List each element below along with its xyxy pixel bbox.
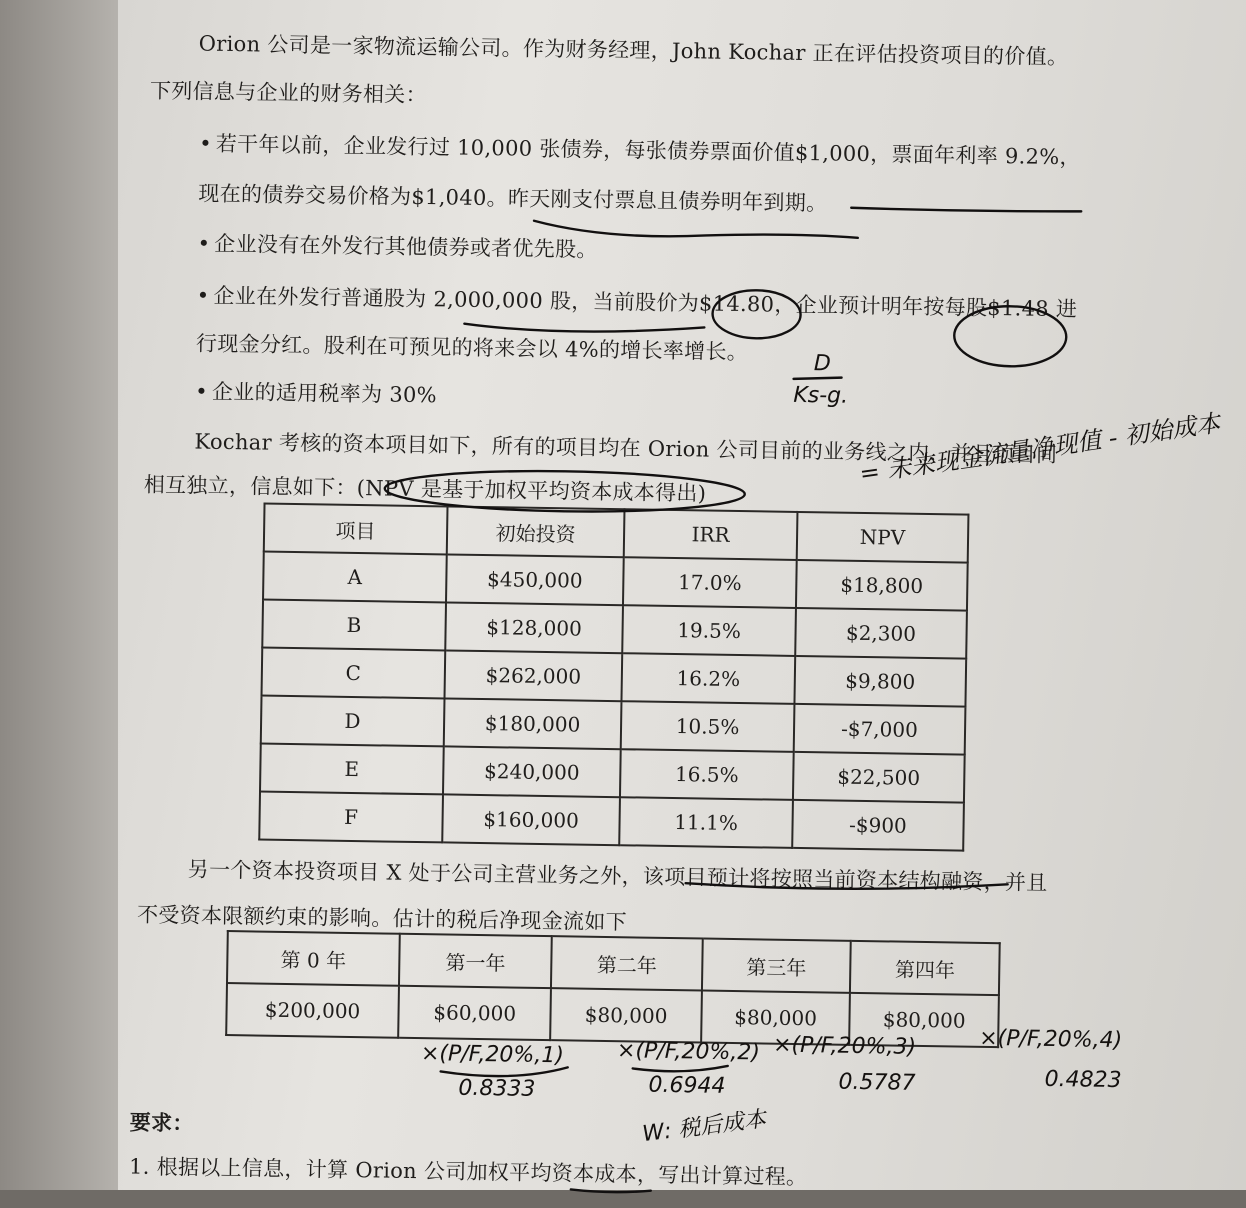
- cell-npv: $2,300: [795, 608, 967, 659]
- handwritten-pf-1-value: 0.8333: [458, 1075, 536, 1102]
- handwritten-npv-note: = 未来现金流量净现值 - 初始成本: [857, 409, 1222, 488]
- cell-project: C: [262, 648, 446, 699]
- cell-irr: 11.1%: [619, 797, 792, 848]
- cell-npv: $22,500: [793, 752, 965, 803]
- handwritten-pf-4-value: 0.4823: [1044, 1066, 1122, 1094]
- intro-line-1: Orion 公司是一家物流运输公司。作为财务经理，John Kochar 正在评估投资项目的价值。: [198, 31, 1069, 70]
- kochar-line-2: 相互独立，信息如下：(NPV 是基于加权平均资本成本得出): [143, 472, 707, 506]
- cell-irr: 17.0%: [623, 557, 796, 608]
- handwritten-dividend-numerator: D: [813, 351, 831, 377]
- fraction-bar: [794, 377, 842, 380]
- requirement-1: 1. 根据以上信息，计算 Orion 公司加权平均资本成本，写出计算过程。: [128, 1154, 808, 1190]
- cell-investment: $262,000: [444, 650, 622, 701]
- handwritten-pf-3-value: 0.5787: [838, 1069, 916, 1096]
- cell-project: F: [259, 792, 443, 843]
- header-initial-investment: 初始投资: [447, 506, 625, 557]
- kochar-line-1: Kochar 考核的资本项目如下，所有的项目均在 Orion 公司目前的业务线之内，并且项目间: [194, 429, 1058, 468]
- bullet-common-stock-line-1: • 企业在外发行普通股为 2,000,000 股，当前股价为$14.80，企业预计明年按每股$1.48 进: [197, 279, 1078, 323]
- handwritten-pf-4: ×(P/F,20%,4): [979, 1025, 1123, 1054]
- requirements-heading: 要求：: [129, 1109, 194, 1136]
- underline-bond-maturity: [534, 221, 858, 240]
- header-year-3: 第三年: [702, 939, 851, 993]
- cell-irr: 16.5%: [620, 749, 793, 800]
- header-npv: NPV: [796, 512, 968, 563]
- cashflow-year-4: $80,000: [849, 993, 998, 1047]
- circle-npv-basis: [384, 468, 745, 514]
- cashflow-year-2: $80,000: [550, 988, 701, 1042]
- cell-project: B: [262, 600, 446, 651]
- cell-npv: $18,800: [796, 560, 968, 611]
- cell-irr: 19.5%: [622, 605, 795, 656]
- cell-project: A: [263, 552, 447, 603]
- cell-npv: -$7,000: [793, 704, 965, 755]
- handwritten-pf-2: ×(P/F,20%,2): [616, 1038, 761, 1066]
- bullet-bonds-line-2: 现在的债券交易价格为$1,040。昨天刚支付票息且债券明年到期。: [198, 181, 828, 216]
- handwritten-pf-1: ×(P/F,20%,1): [420, 1041, 565, 1069]
- cell-investment: $240,000: [443, 746, 621, 797]
- cell-investment: $128,000: [445, 602, 623, 653]
- circle-dividend: [954, 305, 1067, 367]
- cell-npv: $9,800: [794, 656, 966, 707]
- handwritten-pf-3: ×(P/F,20%,3): [772, 1032, 917, 1060]
- underline-financing: [686, 879, 1008, 891]
- header-year-1: 第一年: [399, 934, 552, 988]
- cell-project: D: [261, 696, 445, 747]
- project-x-line-1: 另一个资本投资项目 X 处于公司主营业务之外，该项目预计将按照当前资本结构融资，并且: [187, 857, 1048, 895]
- header-year-2: 第二年: [551, 936, 702, 990]
- cell-npv: -$900: [792, 800, 964, 851]
- underline-shares: [464, 324, 704, 334]
- handwritten-dividend-denominator: Ks-g.: [793, 382, 849, 409]
- cell-investment: $180,000: [444, 698, 622, 749]
- header-irr: IRR: [624, 509, 797, 560]
- header-year-4: 第四年: [850, 941, 999, 995]
- cashflow-year-0: $200,000: [226, 983, 399, 1038]
- bracket-pf-2: [633, 1064, 728, 1072]
- intro-line-2: 下列信息与企业的财务相关：: [149, 78, 428, 108]
- underline-coupon-rate: [851, 208, 1081, 213]
- bullet-no-other-bonds: • 企业没有在外发行其他债券或者优先股。: [197, 227, 598, 263]
- bullet-common-stock-line-2: 行现金分红。股利在可预见的将来会以 4%的增长率增长。: [195, 331, 749, 365]
- project-x-line-2: 不受资本限额约束的影响。估计的税后净现金流如下: [136, 902, 628, 935]
- cell-project: E: [260, 744, 444, 795]
- circle-share-price: [712, 290, 801, 339]
- cell-irr: 10.5%: [621, 701, 794, 752]
- bracket-pf-1: [441, 1065, 568, 1077]
- cashflow-year-3: $80,000: [701, 991, 850, 1045]
- cashflow-year-1: $60,000: [398, 986, 551, 1040]
- bullet-tax-rate: • 企业的适用税率为 30%: [195, 375, 437, 409]
- cell-investment: $450,000: [446, 554, 624, 605]
- bullet-bonds-line-1: • 若干年以前，企业发行过 10,000 张债券，每张债券票面价值$1,000，票面年利率 9.2%，: [199, 128, 1081, 172]
- handwritten-pf-2-value: 0.6944: [648, 1072, 726, 1099]
- cell-investment: $160,000: [442, 794, 620, 845]
- header-project: 项目: [264, 504, 448, 555]
- handwritten-wacc-note: W: 税后成本: [641, 1106, 768, 1148]
- cell-irr: 16.2%: [622, 653, 795, 704]
- header-year-0: 第 0 年: [227, 931, 400, 986]
